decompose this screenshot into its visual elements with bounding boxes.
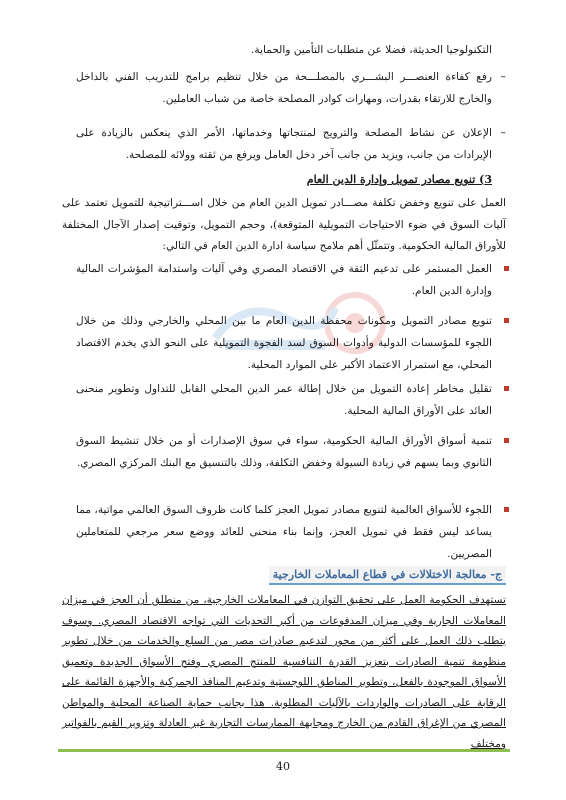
dash-marker: – [500,70,506,83]
intro-line: التكنولوجيا الحديثة، فضلا عن متطلبات التأمين والحماية. [250,44,492,56]
bullet-square-icon [504,386,509,391]
bullet-text: تنمية أسواق الأوراق المالية الحكومية، سواء في سوق الإصدارات أو من خلال تنشيط السوق الثانوي وبما يسهم في زيادة السيولة وخفض التكلفة، وذلك بالتنسيق مع البنك المركزي المصري. [76,435,492,469]
bullet-item [76,430,492,474]
dash-item-text: رفع كفاءة العنصـــر البشـــري بالمصلـــحة من خلال تنظيم برامج للتدريب الفني بالداخل والخارج للارتقاء بقدرات، ومهارات كوادر المصلحة خاصة من شباب العاملين. [76,71,492,105]
bullet-item [76,258,492,302]
dash-marker: – [500,126,506,139]
bullet-text: تنويع مصادر التمويل ومكونات محفظة الدين العام ما بين المحلي والخارجي وذلك من خلال اللجوء للمؤسسات الدولية وأدوات السوق لسد الفجوة التمويلية على النحو الذي يخدم الاقتصاد المحلي، مع استمرار الاعتماد الأكبر على الموارد المحلية. [76,315,492,371]
bullet-square-icon [504,438,509,443]
dash-item-text: الإعلان عن نشاط المصلحة والترويج لمنتجاتها وخدماتها، الأمر الذي ينعكس بالزيادة على الإيرادات من جانب، ويزيد من جانب آخر دخل العامل ويرفع من ثقته وولائه للمصلحة. [76,127,492,161]
bullet-square-icon [504,266,509,271]
final-paragraph: تستهدف الحكومة العمل على تحقيق التوازن في المعاملات الخارجية، من منطلق أن العجز في ميزان المعاملات الجارية وفي ميزان المدفوعات من أكبر التحديات التي تواجه الاقتصاد المصري. وسوف يتطلب ذلك العمل على أكثر من محور لتدعيم صادرات مصر من السلع والخدمات من خلال تطوير منظومة تنمية الصادرات بتعزيز القدرة التنافسية للمنتج المصري وفتح الأسواق الجديدة وتعميق الأسواق الموجودة بالفعل، وتطوير المناطق اللوجستية وتدعيم المنافذ الجمركية والأجهزة القائمة على الرقابة على الصادرات والواردات بالآليات المطلوبة. هذا بجانب حماية الصناعة المحلية والمواطن المصري من الإغراق القادم من الخارج ومجابهة الممارسات التجارية غير العادلة وتزوير القيم بالفواتير ومختلف [62,594,506,750]
dash-item [76,66,506,110]
bullet-text: تقليل مخاطر إعادة التمويل من خلال إطالة عمر الدين المحلي القابل للتداول وتطوير منحنى العائد على الأوراق المالية المحلية. [76,383,492,417]
page-number: 40 [276,760,290,773]
bullet-item [76,378,492,422]
section-paragraph: العمل على تنويع وخفض تكلفة مصـــادر تمويل الدين العام من خلال اســـتراتيجية للتمويل تعتمد على آليات السوق في ضوء الاحتياجات التمويلية المتوقعة)، وحجم التمويل، وتوقيت إصدار الآجال المختلفة للأوراق المالية الحكومية. وتتمثّل أهم ملامح سياسة ادارة الدين العام في التالي: [62,197,506,252]
dash-item [76,122,506,166]
subsection-title: ج- معالجة الاختلالات في قطاع المعاملات الخارجية [269,566,506,585]
bullet-square-icon [504,507,509,512]
bullet-text: العمل المستمر على تدعيم الثقة في الاقتصاد المصري وفي آليات واستدامة المؤشرات المالية وإدارة الدين العام. [76,263,492,297]
section-title: 3) تنويع مصادر تمويل وإدارة الدين العام [306,173,492,186]
bullet-item [76,310,492,376]
bullet-item [76,499,492,565]
footer-rule [58,749,510,752]
bullet-square-icon [504,318,509,323]
bullet-text: اللجوء للأسواق العالمية لتنويع مصادر تمويل العجز كلما كانت ظروف السوق العالمي مواتية، مما يساعد ليس فقط في تمويل العجز، وإنما بناء منحنى للعائد ووضع سعر مرجعي للمتعاملين المصريين. [76,504,492,560]
